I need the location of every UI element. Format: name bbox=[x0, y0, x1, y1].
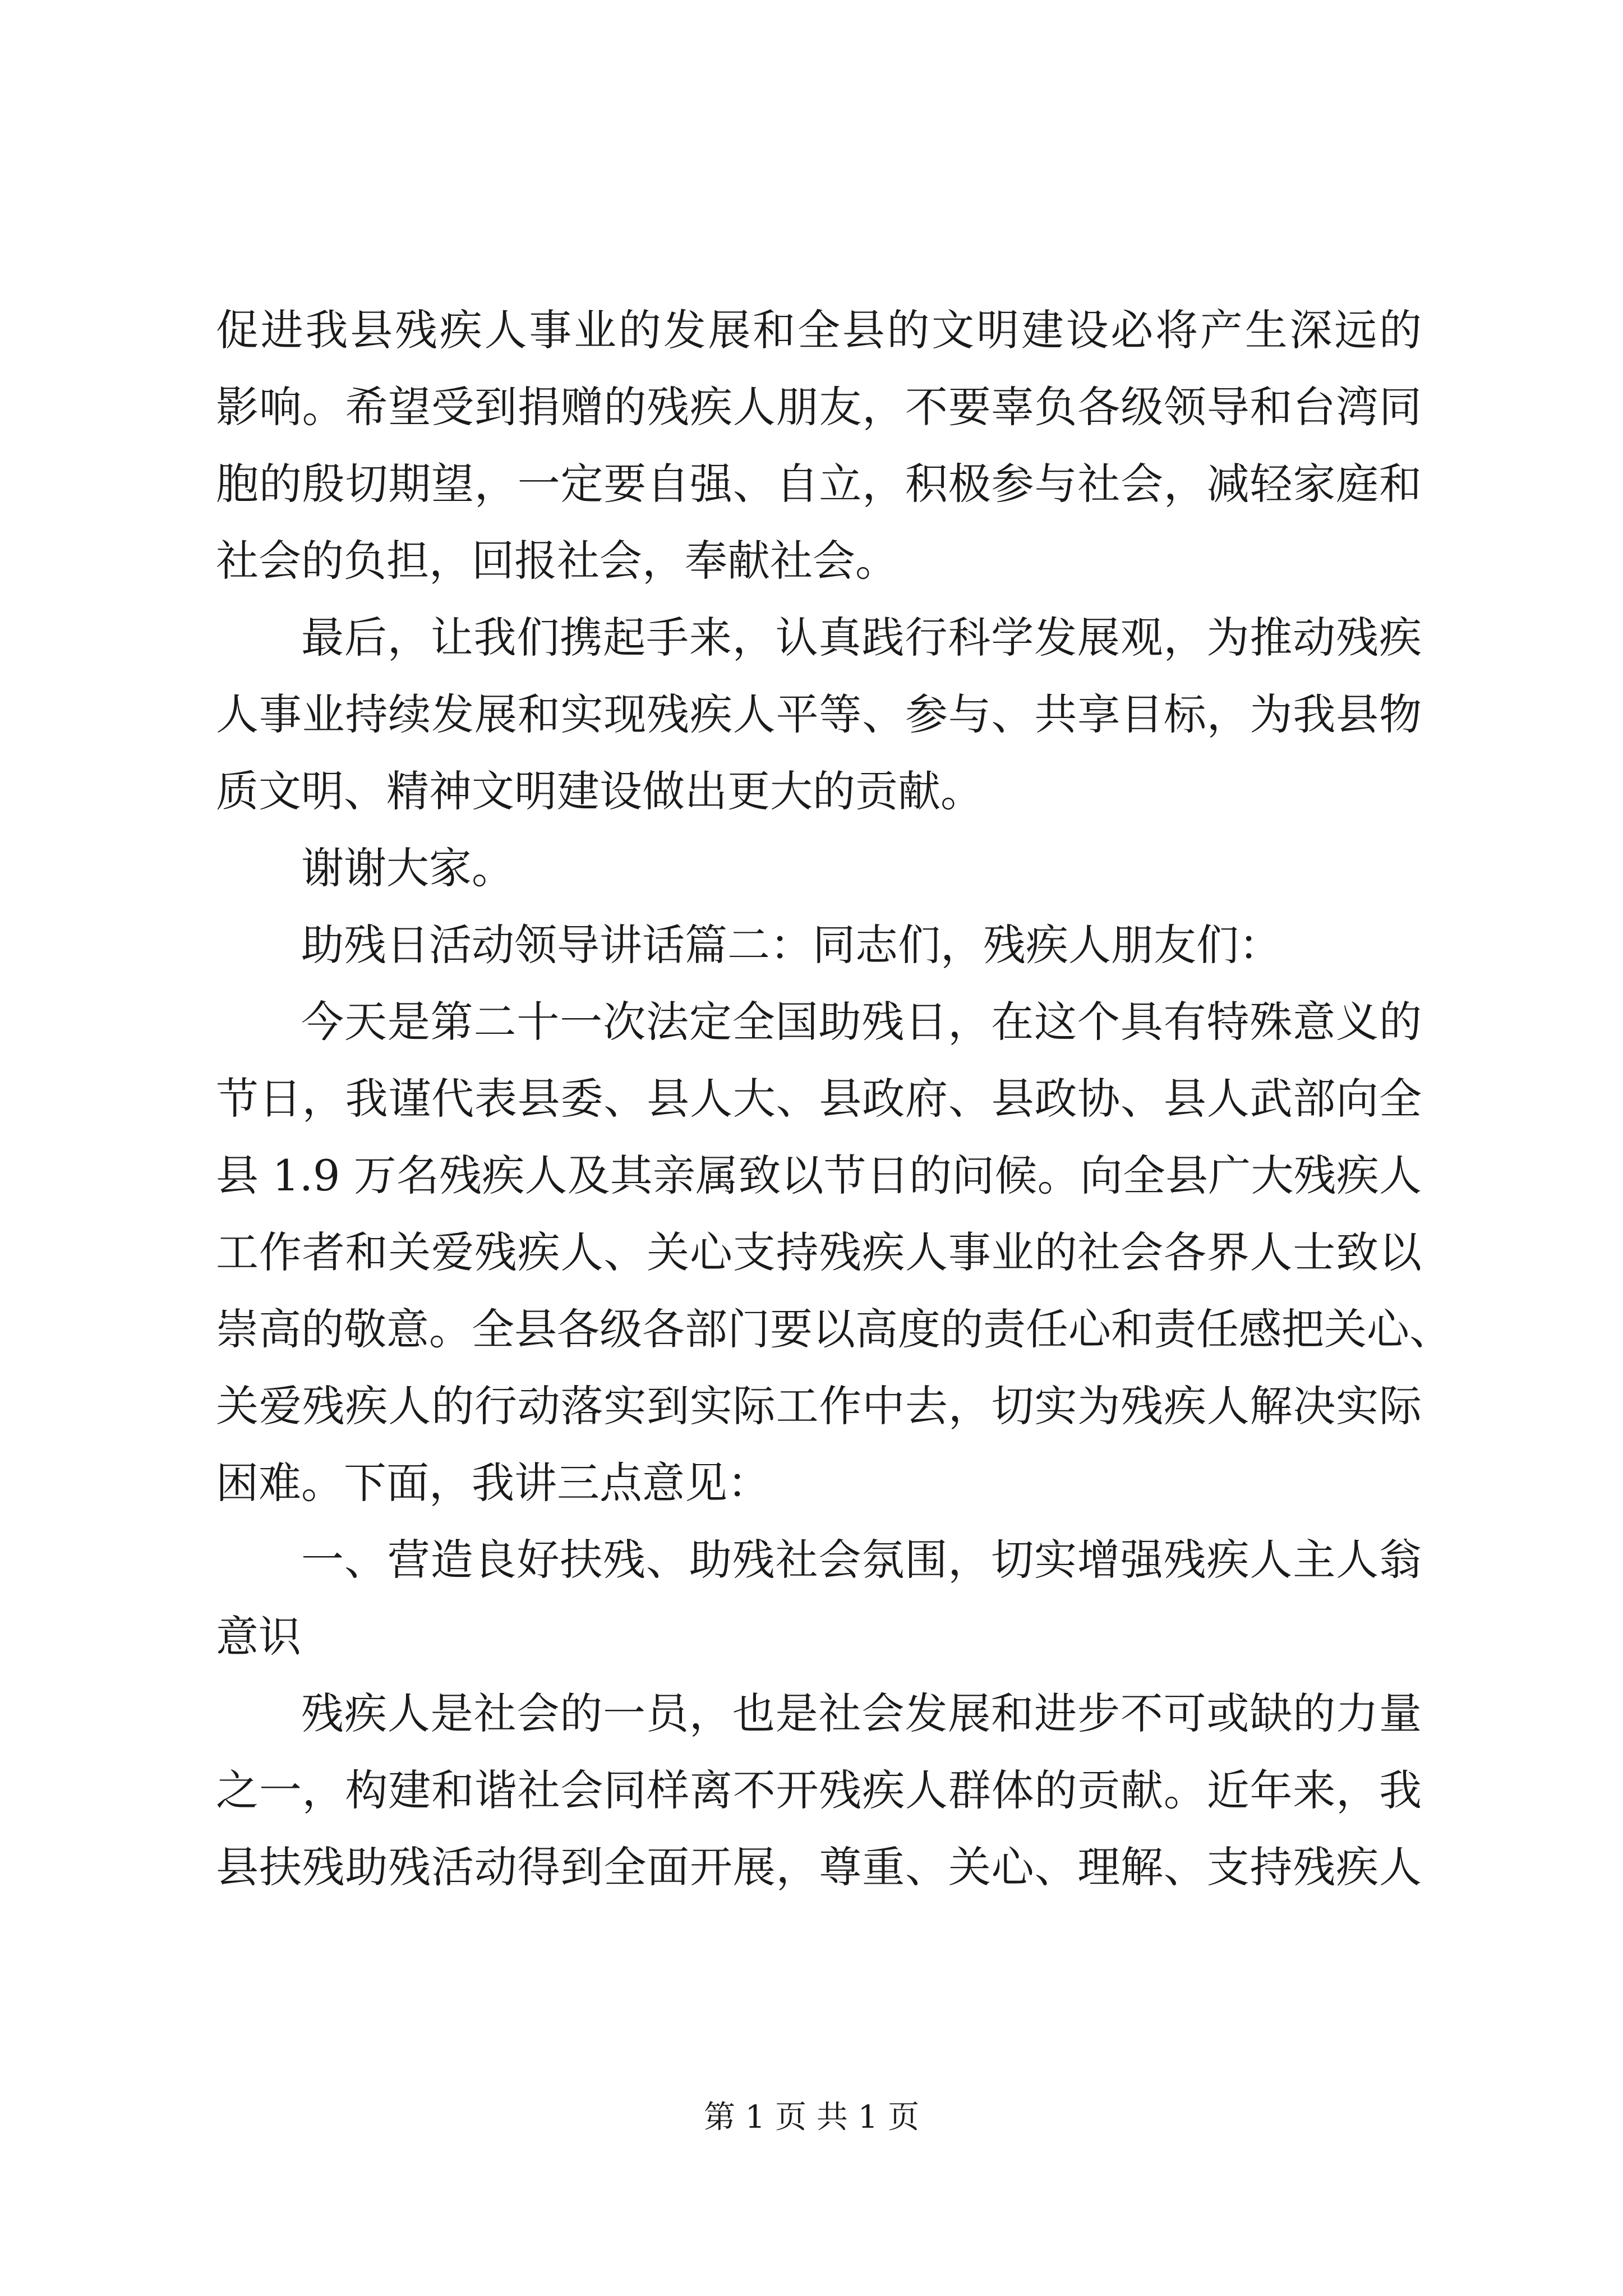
text-line: 意识 bbox=[216, 1612, 301, 1662]
text-line: 关爱残疾人的行动落实到实际工作中去，切实为残疾人解决实际 bbox=[216, 1381, 1422, 1431]
text-line: 促进我县残疾人事业的发展和全县的文明建设必将产生深远的 bbox=[216, 305, 1422, 355]
text-line: 影响。希望受到捐赠的残疾人朋友，不要辜负各级领导和台湾同 bbox=[216, 382, 1422, 432]
text-line: 谢谢大家。 bbox=[301, 843, 514, 893]
text-line: 节日，我谨代表县委、县人大、县政府、县政协、县人武部向全 bbox=[216, 1074, 1422, 1124]
text-line: 最后，让我们携起手来，认真践行科学发展观，为推动残疾 bbox=[301, 613, 1422, 662]
text-line: 助残日活动领导讲话篇二：同志们，残疾人朋友们： bbox=[301, 920, 1281, 970]
document-body bbox=[216, 292, 1452, 1906]
text-line: 困难。下面，我讲三点意见： bbox=[216, 1458, 770, 1508]
text-line: 县扶残助残活动得到全面开展，尊重、关心、理解、支持残疾人 bbox=[216, 1842, 1422, 1892]
text-line: 社会的负担，回报社会，奉献社会。 bbox=[216, 536, 898, 586]
text-line: 胞的殷切期望，一定要自强、自立，积极参与社会，减轻家庭和 bbox=[216, 459, 1422, 509]
text-line: 今天是第二十一次法定全国助残日，在这个具有特殊意义的 bbox=[301, 997, 1422, 1047]
text-line: 人事业持续发展和实现残疾人平等、参与、共享目标，为我县物 bbox=[216, 689, 1422, 739]
text-line: 残疾人是社会的一员，也是社会发展和进步不可或缺的力量 bbox=[301, 1688, 1422, 1738]
text-line: 之一，构建和谐社会同样离不开残疾人群体的贡献。近年来，我 bbox=[216, 1765, 1422, 1815]
page-footer: 第 1 页 共 1 页 bbox=[703, 2099, 920, 2136]
text-line: 质文明、精神文明建设做出更大的贡献。 bbox=[216, 766, 983, 816]
text-line: 崇高的敬意。全县各级各部门要以高度的责任心和责任感把关心、 bbox=[216, 1304, 1452, 1354]
text-line: 县 1.9 万名残疾人及其亲属致以节日的问候。向全县广大残疾人 bbox=[216, 1151, 1422, 1200]
text-line: 一、营造良好扶残、助残社会氛围，切实增强残疾人主人翁 bbox=[301, 1535, 1422, 1585]
text-line: 工作者和关爱残疾人、关心支持残疾人事业的社会各界人士致以 bbox=[216, 1227, 1422, 1277]
